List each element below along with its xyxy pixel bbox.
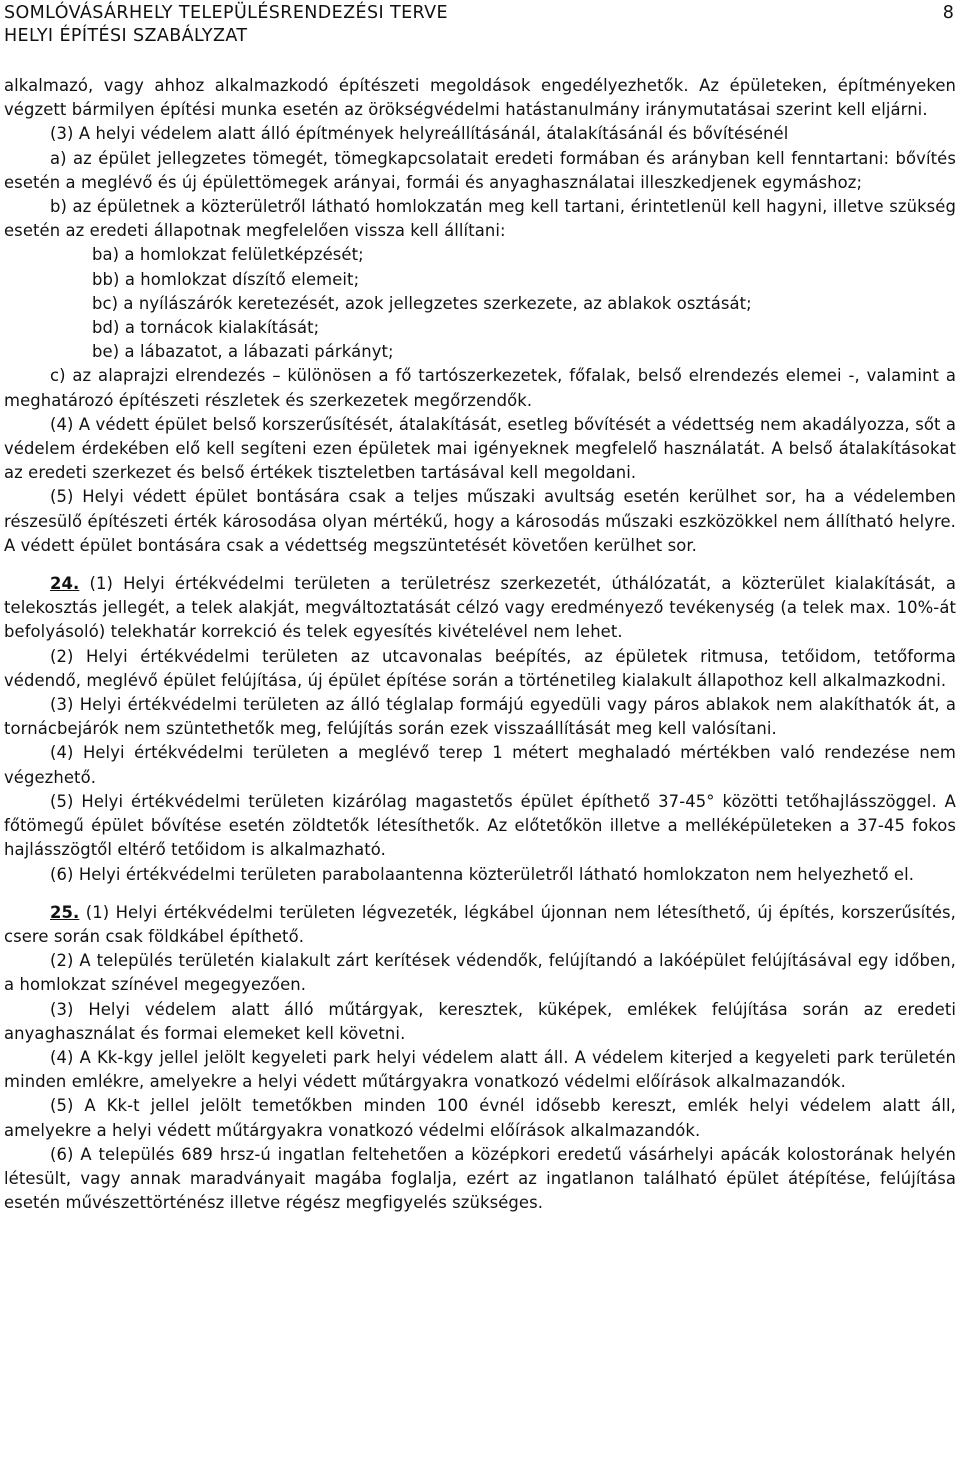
paragraph: (5) Helyi értékvédelmi területen kizárólag magastetős épület építhető 37-45° közötti tetőhajlásszöggel. A főtömegű épület bővítése esetén zöldtetők létesíthetők. Az előtetőkön illetve a melléképületeken a 37-45 fokos hajlásszögtől eltérő tetőidom is alkalmazható. <box>4 791 956 860</box>
paragraph: (6) A település 689 hrsz-ú ingatlan feltehetően a középkori eredetű vásárhelyi apácák kolostorának helyén létesült, vagy annak maradványait magába foglalja, ezért az ingatlanon található épület átépítése, felújítása esetén művészettörténész illetve régész megfigyelés szükséges. <box>4 1144 956 1213</box>
article-number: 24. <box>50 574 80 594</box>
paragraph: (3) Helyi értékvédelmi területen az álló téglalap formájú egyedüli vagy páros ablakok nem alakíthatók át, a tornácbejárók nem szüntethetők meg, felújítás során ezek visszaállítását meg kell valósítani. <box>4 695 956 739</box>
paragraph: a) az épület jellegzetes tömegét, tömegkapcsolatait eredeti formában és arányban kell fenntartani: bővítés esetén a meglévő és új épülettömegek arányai, formái és anyaghasználatai illeszkedjenek egymáshoz; <box>4 148 956 192</box>
paragraph: (2) A település területén kialakult zárt kerítések védendők, felújítandó a lakóépület felújításával egy időben, a homlokzat színével megegyezően. <box>4 951 956 995</box>
paragraph: (5) A Kk-t jellel jelölt temetőkben minden 100 évnél idősebb kereszt, emlék helyi védelem alatt áll, amelyekre a helyi védett műtárgyakra vonatkozó védelmi előírások alkalmazandók. <box>4 1096 956 1140</box>
list-item: bc) a nyílászárók keretezését, azok jellegzetes szerkezete, az ablakok osztását; <box>92 293 752 313</box>
paragraph: (4) A Kk-kgy jellel jelölt kegyeleti park helyi védelem alatt áll. A védelem kiterjed a kegyeleti park területén minden emlékre, amelyekre a helyi védett műtárgyakra vonatkozó védelmi előírások alkalmazandók. <box>4 1047 956 1092</box>
paragraph: alkalmazó, vagy ahhoz alkalmazkodó építészeti megoldások engedélyezhetők. Az épületeken, építményeken végzett bármilyen építési munka esetén az örökségvédelmi hatástanulmány iránymutatásai szerint kell eljárni. <box>4 76 956 120</box>
article-number: 25. <box>50 902 80 922</box>
page-header <box>4 0 956 52</box>
list-item: bd) a tornácok kialakítását; <box>92 318 320 338</box>
paragraph: (4) Helyi értékvédelmi területen a meglévő terep 1 métert meghaladó mértékben való rendezése nem végezhető. <box>4 743 956 787</box>
page-number: 8 <box>942 3 954 23</box>
article-text: (1) Helyi értékvédelmi területen a területrész szerkezetét, úthálózatát, a közterület kialakítását, a telekosztás jellegét, a telek alakját, megváltoztatását célzó vagy eredményező tevékenység (a telek max. 10%-át befolyásoló) telekhatár korrekció és telek egyesítés kivételével nem lehet. <box>4 574 956 642</box>
paragraph: (3) Helyi védelem alatt álló műtárgyak, keresztek, küképek, emlékek felújítása során az eredeti anyaghasználat és formai elemeket kell követni. <box>4 999 956 1043</box>
paragraph: c) az alaprajzi elrendezés – különösen a fő tartószerkezetek, főfalak, belső elrendezés elemei -, valamint a meghatározó építészeti részletek és szerkezetek megőrzendők. <box>4 366 956 410</box>
paragraph: (6) Helyi értékvédelmi területen parabolaantenna közterületről látható homlokzaton nem helyezhető el. <box>50 864 915 884</box>
list-item: bb) a homlokzat díszítő elemeit; <box>92 269 360 289</box>
article-text: (1) Helyi értékvédelmi területen légvezeték, légkábel újonnan nem létesíthető, új építés, korszerűsítés, csere során csak földkábel építhető. <box>4 902 956 946</box>
paragraph: (5) Helyi védett épület bontására csak a teljes műszaki avultság esetén kerülhet sor, ha a védelemben részesülő építészeti érték károsodása olyan mértékű, hogy a károsodás műszaki eszközökkel nem állítható helyre. A védett épület bontására csak a védettség megszüntetését követően kerülhet sor. <box>4 487 956 555</box>
document-body <box>4 74 956 1215</box>
article-25-paragraph-1 <box>4 901 956 949</box>
paragraph: (4) A védett épület belső korszerűsítését, átalakítását, esetleg bővítését a védettség nem akadályozza, sőt a védelem érdekében elő kell segíteni ezen épületek mai igényeknek megfelelő használatát. A belső átalakításokat az eredeti szerkezet és belső értékek tiszteletben tartásával kell megoldani. <box>4 414 956 483</box>
paragraph: (2) Helyi értékvédelmi területen az utcavonalas beépítés, az épületek ritmusa, tetőidom, tetőforma védendő, meglévő épület felújítása, új épület építése során a történetileg kialakult állapothoz kell alkalmazkodni. <box>4 646 956 690</box>
list-item: be) a lábazatot, a lábazati párkányt; <box>92 342 394 362</box>
header-subtitle: HELYI ÉPÍTÉSI SZABÁLYZAT <box>4 26 248 46</box>
list-item: ba) a homlokzat felületképzését; <box>92 245 364 265</box>
paragraph: (3) A helyi védelem alatt álló építmények helyreállításánál, átalakításánál és bővítésénél <box>50 124 789 144</box>
header-title: SOMLÓVÁSÁRHELY TELEPÜLÉSRENDEZÉSI TERVE <box>4 3 448 23</box>
article-24-paragraph-1 <box>4 572 956 645</box>
paragraph: b) az épületnek a közterületről látható homlokzatán meg kell tartani, érintetlenül kell hagyni, illetve szükség esetén az eredeti állapotnak megfelelően vissza kell állítani: <box>4 197 956 241</box>
